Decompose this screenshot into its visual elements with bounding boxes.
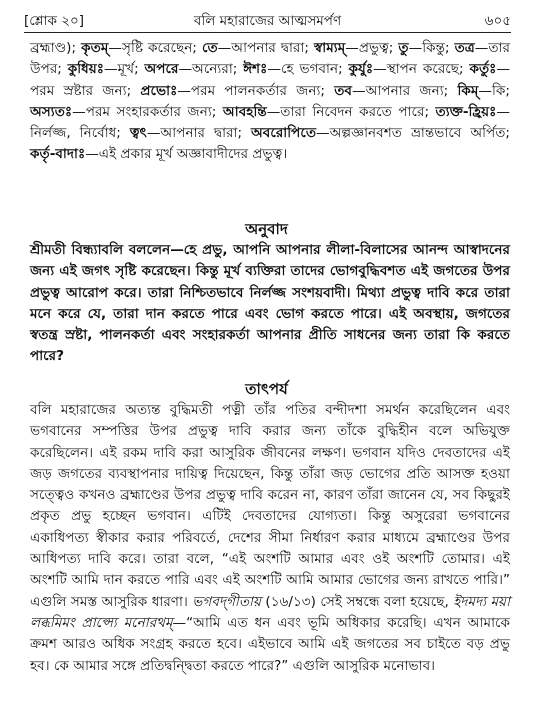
- word-meaning-term: স্বাম্যম্: [313, 40, 346, 56]
- word-meaning-term: ঈশঃ: [243, 61, 268, 78]
- word-meaning-term: তত্র: [454, 40, 475, 56]
- word-meaning-text: —স্থাপন করেছে;: [373, 61, 470, 78]
- word-meaning-term: কুধিয়ঃ: [67, 61, 104, 78]
- word-meaning-text: —এই প্রকার মূর্খ অজ্ঞাবাদীদের প্রভুত্ব।: [85, 146, 288, 163]
- word-meaning-term: কর্তৃ-বাদাঃ: [30, 146, 86, 163]
- word-meaning-text: —তার উপর;: [30, 40, 511, 78]
- word-meaning-text: —হে ভগবান;: [267, 61, 349, 78]
- purport-citation: ভগবদ্‌গীতায়: [192, 593, 261, 610]
- purport-heading: তাৎপর্য: [245, 380, 288, 398]
- word-meaning-term: অবরোপিতে: [251, 125, 317, 142]
- word-meaning-term: কর্তুঃ: [469, 61, 497, 78]
- word-meaning-term: কৃতম্: [81, 40, 109, 56]
- word-meaning-text: —প্রভুত্ব;: [345, 40, 399, 56]
- word-meaning-text: —পরম স্রষ্টার জন্য;: [30, 61, 510, 99]
- word-meaning-term: প্রভোঃ: [140, 82, 178, 99]
- page-header: [24, 10, 511, 33]
- word-meaning-text: —পরম পালনকর্তার জন্য;: [177, 82, 335, 99]
- word-meaning-term: কিম্: [457, 82, 479, 99]
- purport-paragraph: [30, 400, 510, 677]
- word-meaning-term: ত্যক্ত-হ্রিয়ঃ: [435, 103, 497, 120]
- word-meanings: [30, 38, 510, 166]
- word-meaning-text: —অল্পজ্ঞানবশত ভ্রান্তভাবে অর্পিত;: [316, 125, 510, 142]
- word-meaning-text: —আপনার দ্বারা;: [146, 125, 252, 142]
- purport-text: (১৬/১৩) সেই সম্বন্ধে বলা হয়েছে,: [260, 593, 454, 610]
- word-meaning-text: —তারা নিবেদন করতে পারে;: [266, 103, 436, 120]
- purport: [30, 400, 510, 677]
- page-number: ৬০৫: [484, 13, 511, 29]
- word-meaning-text: —কি;: [478, 82, 510, 99]
- word-meaning-text: —নির্লজ্জ, নির্বোধ;: [30, 103, 510, 142]
- word-meaning-term: তু: [398, 40, 409, 56]
- word-meaning-text: —অন্যেরা;: [178, 61, 244, 78]
- word-meaning-term: অপরে: [144, 61, 179, 78]
- purport-text: —“আমি এত ধন এবং ভূমি অধিকার করেছি। এখন আমাকে ক্রমশ আরও অধিক সংগ্রহ করতে হবে। এইভাবে আমি এই জগতের সব চাইতে বড় প্রভু হব। কে আমার সঙ্গে প্রতিদ্বন্দ্বিতা করতে পারে?” এগুলি আসুরিক মনোভাব।: [30, 614, 510, 674]
- word-meaning-text: —মূর্খ;: [104, 61, 145, 78]
- translation-text: শ্রীমতী বিন্ধ্যাবলি বললেন—হে প্রভু, আপনি আপনার লীলা-বিলাসের আনন্দ আস্বাদনের জন্য এই জগৎ সৃষ্টি করেছেন। কিন্তু মূর্খ ব্যক্তিরা তাদের ভোগবুদ্ধিবশত এই জগতের উপর প্রভুত্ব আরোপ করে। তারা নিশ্চিতভাবে নির্লজ্জ সংশয়বাদী। মিথ্যা প্রভুত্ব দাবি করে তারা মনে করে যে, তারা দান করতে পারে এবং ভোগ করতে পারে। এই অবস্থায়, জগতের স্বতন্ত্র স্রষ্টা, পালনকর্তা এবং সংহারকর্তা আপনার প্রীতি সাধনের জন্য তারা কি করতে পারে?: [30, 242, 510, 365]
- word-meaning-term: কুর্যুঃ: [348, 61, 374, 78]
- word-meaning-text: ব্রহ্মাণ্ড);: [30, 40, 82, 56]
- chapter-title: বলি মহারাজের আত্মসমর্পণ: [193, 13, 342, 29]
- word-meaning-text: —আপনার জন্য;: [351, 82, 458, 99]
- word-meaning-term: ত্বৎ: [129, 125, 147, 142]
- word-meaning-text: —পরম সংহারকর্তার জন্য;: [72, 103, 223, 120]
- word-meaning-text: —সৃষ্টি করেছেন;: [108, 40, 202, 56]
- word-meaning-term: আবহন্তি: [222, 103, 267, 120]
- word-meaning-term: তে: [201, 40, 218, 56]
- translation: [30, 240, 510, 368]
- purport-citation: ইদমদ্য ময়া লব্ধমিমং প্রাপ্স্যে মনোরথম্: [30, 593, 511, 631]
- purport-text: বলি মহারাজের অত্যন্ত বুদ্ধিমতী পত্নী তাঁর পতির বন্দীদশা সমর্থন করেছিলেন এবং ভগবানের সম্পত্তির উপর প্রভুত্ব দাবি করার জন্য তাঁকে বুদ্ধিহীন বলে অভিযুক্ত করেছিলেন। এই রকম দাবি করা আসুরিক জীবনের লক্ষণ। ভগবান যদিও দেবতাদের এই জড় জগতের ব্যবস্থাপনার দায়িত্ব দিয়েছেন, কিন্তু তাঁরা জড় ভোগের প্রতি আসক্ত হওয়া সত্ত্বেও কখনও ব্রহ্মাণ্ডের উপর প্রভুত্ব দাবি করেন না, কারণ তাঁরা জানেন যে, সব কিছুরই প্রকৃত প্রভু হচ্ছেন ভগবান। এটিই দেবতাদের যোগ্যতা। কিন্তু অসুরেরা ভগবানের একাধিপত্য স্বীকার করার পরিবর্তে, দেশের সীমা নির্ধারণ করার মাধ্যমে ব্রহ্মাণ্ডের উপর আধিপত্য দাবি করে। তারা বলে, “এই অংশটি আমার এবং ওই অংশটি তোমার। এই অংশটি আমি দান করতে পারি এবং এই অংশটি আমি আমার ভোগের জন্য রাখতে পারি।” এগুলি সমস্ত আসুরিক ধারণা।: [30, 402, 510, 610]
- word-meaning-text: —আপনার দ্বারা;: [217, 40, 314, 56]
- verse-reference: [শ্লোক ২০]: [24, 13, 85, 29]
- word-meaning-term: তব: [334, 82, 352, 99]
- word-meanings-paragraph: [30, 38, 510, 166]
- word-meaning-term: অস্যতঃ: [30, 103, 73, 120]
- word-meaning-text: —কিন্তু;: [408, 40, 455, 56]
- translation-heading: অনুবাদ: [245, 220, 288, 238]
